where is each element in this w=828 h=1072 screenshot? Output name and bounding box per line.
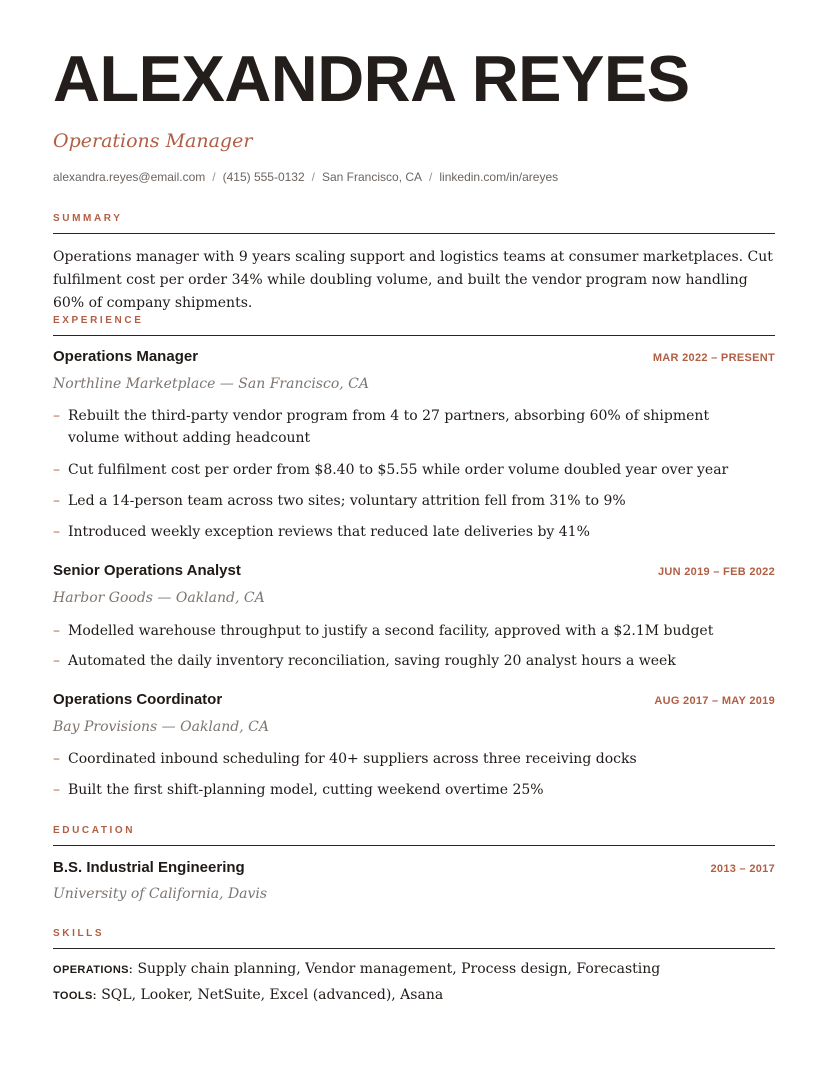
education-dates: 2013 – 2017 [710, 863, 775, 875]
bullet-dash: – [53, 653, 60, 669]
contact-location: San Francisco, CA [322, 170, 423, 184]
job-bullet [53, 405, 753, 449]
job-organization: Bay Provisions — Oakland, CA [53, 719, 269, 735]
job-title: Operations Manager [53, 348, 199, 365]
bullet-text: Modelled warehouse throughput to justify a second facility, approved with a $2.1M budget [68, 623, 714, 639]
contact-separator: / [212, 170, 216, 184]
job-dates: MAR 2022 – PRESENT [652, 352, 775, 364]
degree-title: B.S. Industrial Engineering [53, 859, 245, 876]
job-bullet [53, 521, 753, 543]
bullet-dash: – [53, 623, 60, 639]
job-bullet [53, 779, 753, 801]
bullet-dash: – [53, 751, 60, 767]
bullet-dash: – [53, 408, 60, 424]
bullet-text: Built the first shift-planning model, cutting weekend overtime 25% [68, 782, 544, 798]
contact-phone: (415) 555-0132 [222, 170, 305, 184]
skill-items: SQL, Looker, NetSuite, Excel (advanced), Asana [101, 987, 444, 1003]
school-name: University of California, Davis [53, 886, 268, 902]
contact-email[interactable]: alexandra.reyes@email.com [53, 170, 206, 184]
candidate-role: Operations Manager [53, 130, 253, 152]
bullet-text: Coordinated inbound scheduling for 40+ suppliers across three receiving docks [68, 751, 637, 767]
skill-category: TOOLS: [53, 990, 97, 1002]
experience-heading: EXPERIENCE [53, 315, 144, 326]
bullet-text: Led a 14-person team across two sites; voluntary attrition fell from 31% to 9% [68, 493, 626, 509]
bullet-dash: – [53, 462, 60, 478]
bullet-text: Cut fulfilment cost per order from $8.40 to $5.55 while order volume doubled year over year [68, 462, 729, 478]
skills-divider [53, 948, 775, 949]
contact-linkedin[interactable]: linkedin.com/in/areyes [439, 170, 559, 184]
bullet-dash: – [53, 493, 60, 509]
job-dates: AUG 2017 – MAY 2019 [654, 695, 775, 707]
skills-heading: SKILLS [53, 928, 105, 939]
contact-separator: / [429, 170, 433, 184]
bullet-dash: – [53, 782, 60, 798]
skills-line [53, 959, 660, 980]
summary-divider [53, 233, 775, 234]
job-dates: JUN 2019 – FEB 2022 [658, 566, 775, 578]
job-bullet [53, 459, 753, 481]
summary-text: Operations manager with 9 years scaling support and logistics teams at consumer marketplaces. Cut fulfilment cost per order 34% while doubling volume, and built the vendor program now handling 60% of company shipments. [53, 249, 773, 311]
job-organization: Harbor Goods — Oakland, CA [53, 590, 265, 606]
job-bullet [53, 620, 753, 642]
job-organization: Northline Marketplace — San Francisco, CA [53, 376, 369, 392]
skill-category: OPERATIONS: [53, 964, 133, 976]
job-bullet [53, 748, 753, 770]
job-title: Operations Coordinator [53, 691, 223, 708]
candidate-name: ALEXANDRA REYES [53, 42, 690, 115]
summary-heading: SUMMARY [53, 213, 123, 224]
bullet-dash: – [53, 524, 60, 540]
skills-line [53, 985, 443, 1006]
bullet-text: Introduced weekly exception reviews that reduced late deliveries by 41% [68, 524, 590, 540]
experience-divider [53, 335, 775, 336]
job-bullet [53, 650, 753, 672]
contact-separator: / [311, 170, 315, 184]
bullet-text: Automated the daily inventory reconciliation, saving roughly 20 analyst hours a week [68, 653, 676, 669]
bullet-text: Rebuilt the third-party vendor program from 4 to 27 partners, absorbing 60% of shipment volume without adding headcount [68, 408, 710, 446]
job-title: Senior Operations Analyst [53, 562, 241, 579]
education-heading: EDUCATION [53, 825, 136, 836]
education-divider [53, 845, 775, 846]
job-bullet [53, 490, 753, 512]
skill-items: Supply chain planning, Vendor management, Process design, Forecasting [137, 961, 661, 977]
contact-line [53, 169, 558, 185]
